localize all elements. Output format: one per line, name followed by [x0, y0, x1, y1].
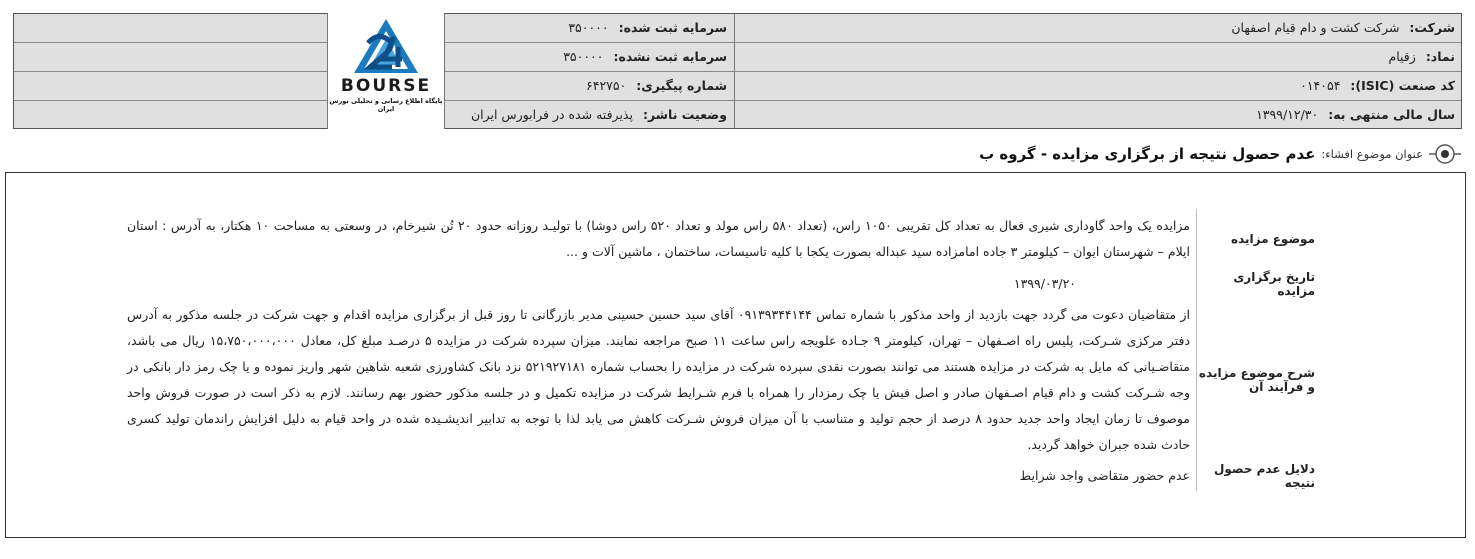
table-row — [127, 209, 1319, 269]
publisher-status-label: وضعیت ناشر: — [642, 107, 727, 122]
row-value: ۱۳۹۹/۰۳/۲۰ — [1013, 276, 1076, 291]
bourse-logo-subtitle: پایگاه اطلاع رسانی و تحلیلی بورس ایران — [329, 97, 443, 113]
table-row — [127, 299, 1319, 461]
info-row-symbol — [14, 43, 1461, 72]
row-key: شرح موضوع مزایده و فرآیند آن — [1197, 299, 1320, 461]
info-row-isic — [14, 72, 1461, 101]
subject-label: عنوان موضوع افشاء: — [1321, 147, 1423, 161]
unregistered-capital-label: سرمایه ثبت نشده: — [613, 49, 727, 64]
subject-title: عدم حصول نتیجه از برگزاری مزایده - گروه ب — [979, 145, 1316, 163]
row-value: از متقاضیان دعوت می گردد جهت بازدید از واحد مذکور با شماره تماس ۰۹۱۳۹۳۴۴۱۴۴ آقای سید حسین حسینی مدیر بازرگانی تا روز قبل از برگزاری مزایده اقدام و جهت شرکت در جلسه مذکور به آدرس دفتر مرکزی شـرکت، پلیس راه اصـفهان – تهران، کیلومتر ۹ جـاده علویجه راس ساعت ۱۱ صبح مراجعه نمایند. میزان سپرده شرکت در مزایده ۵ درصـد مبلغ کل، معادل ۱۵،۷۵۰،۰۰۰،۰۰۰ ریال می باشد، متقاضـیانی که مایل به شرکت در مزایده هستند می توانند بصورت نقدی سپرده شرکت در مزایده را بحساب شماره ۵۲۱۹۲۷۱۸۱ نزد بانک کشاورزی شعبه شاهین شهر واریز نموده و یا چک رمز دار بانکی در وجه شـرکت کشت و دام قیام اصـفهان صادر و اصل فیش یا چک رمزدار را همراه با فرم شـرایط شرکت در مزایده تکمیل و در جلسه مذکور حضور بهم رسانند. لازم به ذکر است در صورت فروش واحد موصوف تا زمان ایجاد واحد جدید حدود ۸ درصد از حجم تولید و متناسب با آن میزان فروش شـرکت کاهش می یابد لذا با توجه به تدابیر اندیشـیده شده در واحد قیام به دلیل افزایش راندمان تولید کسری حادث شده جبران خواهد گردید. — [127, 307, 1191, 452]
row-key: موضوع مزایده — [1197, 209, 1320, 269]
row-key: تاریخ برگزاری مزایده — [1197, 269, 1320, 299]
row-value: مزایده یک واحد گاوداری شیری فعال به تعداد کل تقریبی ۱۰۵۰ راس، (تعداد ۵۸۰ راس مولد و تعداد ۵۲۰ راس دوشا) با تولیـد روزانه حدود ۲۰ تُن شیرخام، در وسعتی به مساحت ۱۰ هکتار، به آدرس : استان ایلام – شهرستان ایوان – کیلومتر ۳ جاده امامزاده سید عبداله بصورت یکجا با کلیه تاسیسات، ساختمان ، ماشین آلات و ... — [127, 218, 1190, 259]
fiscal-value: ۱۳۹۹/۱۲/۳۰ — [1256, 107, 1319, 122]
unregistered-capital-value: ۳۵۰۰۰۰ — [563, 49, 604, 64]
publisher-status-value: پذیرفته شده در فرابورس ایران — [470, 107, 633, 122]
unregistered-capital-cell — [433, 43, 733, 71]
target-bullet-icon — [1429, 140, 1461, 168]
company-label: شرکت: — [1409, 20, 1455, 35]
disclosure-subject — [979, 140, 1461, 168]
tracking-cell — [433, 72, 733, 100]
row-value: عدم حضور متقاضی واجد شرایط — [1019, 468, 1190, 483]
bourse-logo-mark-icon — [328, 13, 444, 83]
isic-label: کد صنعت (ISIC): — [1350, 78, 1455, 93]
company-value: شرکت کشت و دام قیام اصفهان — [1231, 20, 1400, 35]
fiscal-label: سال مالی منتهی به: — [1328, 107, 1455, 122]
row-key: دلایل عدم حصول نتیجه — [1197, 461, 1320, 491]
table-row — [127, 269, 1319, 299]
company-cell — [735, 14, 1461, 42]
publisher-status-cell — [433, 101, 733, 129]
tracking-value: ۶۴۲۷۵۰ — [586, 78, 627, 93]
fiscal-cell — [735, 101, 1461, 129]
bourse-logo — [327, 13, 445, 129]
registered-capital-label: سرمایه ثبت شده: — [618, 20, 727, 35]
bourse-logo-text: BOURSE — [340, 76, 432, 96]
isic-cell — [735, 72, 1461, 100]
company-info-table — [13, 13, 1462, 129]
symbol-label: نماد: — [1425, 49, 1455, 64]
auction-details-panel — [5, 172, 1466, 538]
info-row-company — [14, 14, 1461, 43]
registered-capital-value: ۳۵۰۰۰۰ — [568, 20, 609, 35]
auction-details-table — [127, 209, 1319, 491]
isic-value: ۰۱۴۰۵۴ — [1300, 78, 1341, 93]
info-row-fiscal — [14, 101, 1461, 129]
tracking-label: شماره پیگیری: — [636, 78, 727, 93]
symbol-cell — [735, 43, 1461, 71]
symbol-value: زقیام — [1388, 49, 1416, 64]
table-row — [127, 461, 1319, 491]
registered-capital-cell — [433, 14, 733, 42]
